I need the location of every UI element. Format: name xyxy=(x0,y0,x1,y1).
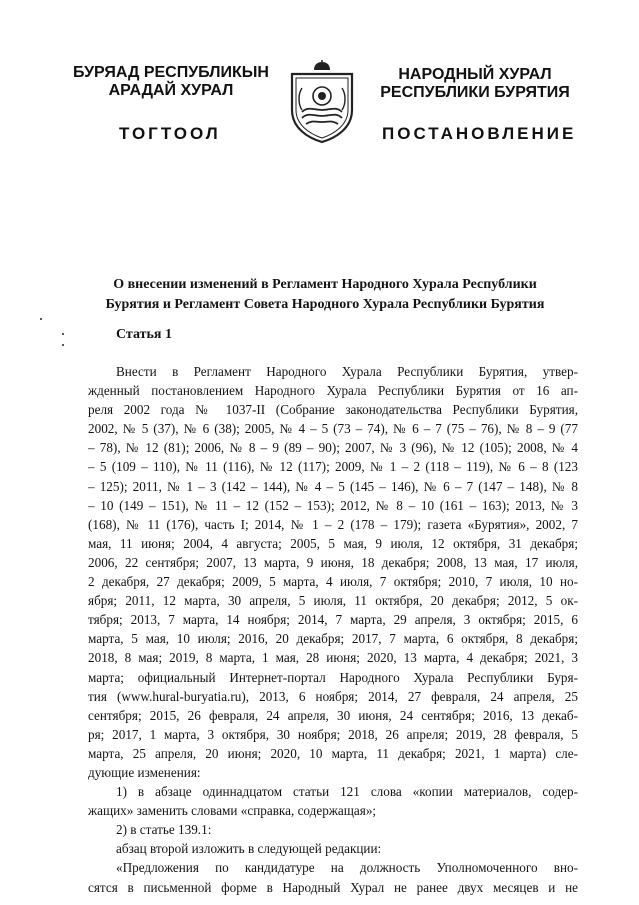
body-line: 2018, 8 мая; 2019, 8 марта, 1 мая, 28 июня; 2020, 13 марта, 4 декабря; 2021, 3 xyxy=(88,650,578,666)
doc-type-left: ТОГТООЛ xyxy=(119,124,221,143)
document-body xyxy=(88,362,578,897)
body-line: сентября; 2015, 26 февраля, 24 апреля, 30 июня, 24 сентября; 2016, 13 декаб- xyxy=(88,707,578,723)
document-title xyxy=(60,275,590,315)
body-line: ября; 2011, 12 марта, 30 апреля, 5 июля, 11 октября, 20 декабря; 2012, 5 ок- xyxy=(88,593,578,609)
body-line: 2 декабря, 27 декабря; 2009, 5 марта, 4 июля, 7 октября; 2010, 7 июля, 10 но- xyxy=(88,574,578,590)
body-line: – 78), № 12 (81); 2006, № 8 – 9 (89 – 90); 2007, № 3 (96), № 12 (105); 2008, № 4 xyxy=(88,440,578,456)
body-line: Внести в Регламент Народного Хурала Республики Бурятия, утвер- xyxy=(116,364,578,379)
coat-of-arms-icon xyxy=(288,60,356,144)
body-line: дующие изменения: xyxy=(88,764,201,780)
body-line: «Предложения по кандидатуре на должность Уполномоченного вно- xyxy=(116,860,578,876)
body-line: абзац второй изложить в следующей редакции: xyxy=(116,841,382,857)
article-heading: Статья 1 xyxy=(116,327,172,342)
body-line: 1) в абзаце одиннадцатом статьи 121 слова «копии материалов, содер- xyxy=(116,784,578,800)
body-line: марта, 5 мая, 10 июля; 2016, 20 декабря; 2017, 7 марта, 6 октября, 8 декабря; xyxy=(88,631,578,647)
body-line: 2006, 22 сентября; 2007, 13 марта, 9 июня, 18 декабря; 2008, 13 мая, 17 июля, xyxy=(88,554,578,570)
body-line: – 10 (149 – 151), № 11 – 12 (152 – 153); 2012, № 8 – 10 (161 – 163); 2013, № 3 xyxy=(88,497,578,513)
header-left-line2: АРАДАЙ ХУРАЛ xyxy=(108,82,234,99)
body-line: (168), № 11 (176), часть I; 2014, № 1 – 2 (178 – 179); газета «Бурятия», 2002, 7 xyxy=(88,516,578,532)
doc-type-right: ПОСТАНОВЛЕНИЕ xyxy=(382,124,577,143)
body-line: марта; официальный Интернет-портал Народного Хурала Республики Буря- xyxy=(88,669,578,685)
body-line: жащих» заменить словами «справка, содержащая»; xyxy=(88,803,377,819)
margin-mark xyxy=(40,318,42,320)
title-line-1: О внесении изменений в Регламент Народного Хурала Республики xyxy=(113,277,537,292)
margin-mark xyxy=(62,344,64,346)
header-right-line1: НАРОДНЫЙ ХУРАЛ xyxy=(398,66,552,83)
header-right xyxy=(362,66,588,102)
body-line: 2) в статье 139.1: xyxy=(116,822,212,838)
body-line: – 5 (109 – 110), № 11 (116), № 12 (117); 2009, № 1 – 2 (118 – 119), № 6 – 8 (123 xyxy=(88,459,578,475)
body-line: 2002, № 5 (37), № 6 (38); 2005, № 4 – 5 (73 – 74), № 6 – 7 (75 – 76), № 8 – 9 (77 xyxy=(88,421,578,437)
body-line: тия (www.hural-buryatia.ru), 2013, 6 ноября; 2014, 27 февраля, 24 апреля, 25 xyxy=(88,688,578,704)
body-line: мая, 11 июня; 2004, 4 августа; 2005, 5 мая, 9 июля, 12 октября, 31 декабря; xyxy=(88,535,578,551)
body-line: – 125); 2011, № 1 – 3 (142 – 144), № 4 – 5 (145 – 146), № 6 – 7 (147 – 148), № 8 xyxy=(88,478,578,494)
body-line: реля 2002 года № 1037-II (Собрание законодательства Республики Бурятия, xyxy=(88,402,578,418)
body-line: жденный постановлением Народного Хурала Республики Бурятия от 16 ап- xyxy=(88,383,578,399)
header-right-line2: РЕСПУБЛИКИ БУРЯТИЯ xyxy=(380,84,570,101)
header-left-line1: БУРЯАД РЕСПУБЛИКЫН xyxy=(73,64,269,81)
header-left xyxy=(58,64,284,100)
title-line-2: Бурятия и Регламент Совета Народного Хурала Республики Бурятия xyxy=(105,297,545,312)
margin-mark xyxy=(62,333,64,335)
body-line: тября; 2013, 7 марта, 14 ноября; 2014, 7 марта, 29 апреля, 3 октября; 2015, 6 xyxy=(88,612,578,628)
body-line: сятся в письменной форме в Народный Хурал не ранее двух месяцев и не xyxy=(88,879,578,895)
body-line: марта, 25 апреля, 20 июня; 2020, 10 марта, 11 декабря; 2021, 1 марта) сле- xyxy=(88,745,578,761)
body-line: ря; 2017, 1 марта, 3 октября, 30 ноября; 2018, 26 апреля; 2019, 28 февраля, 5 xyxy=(88,726,578,742)
